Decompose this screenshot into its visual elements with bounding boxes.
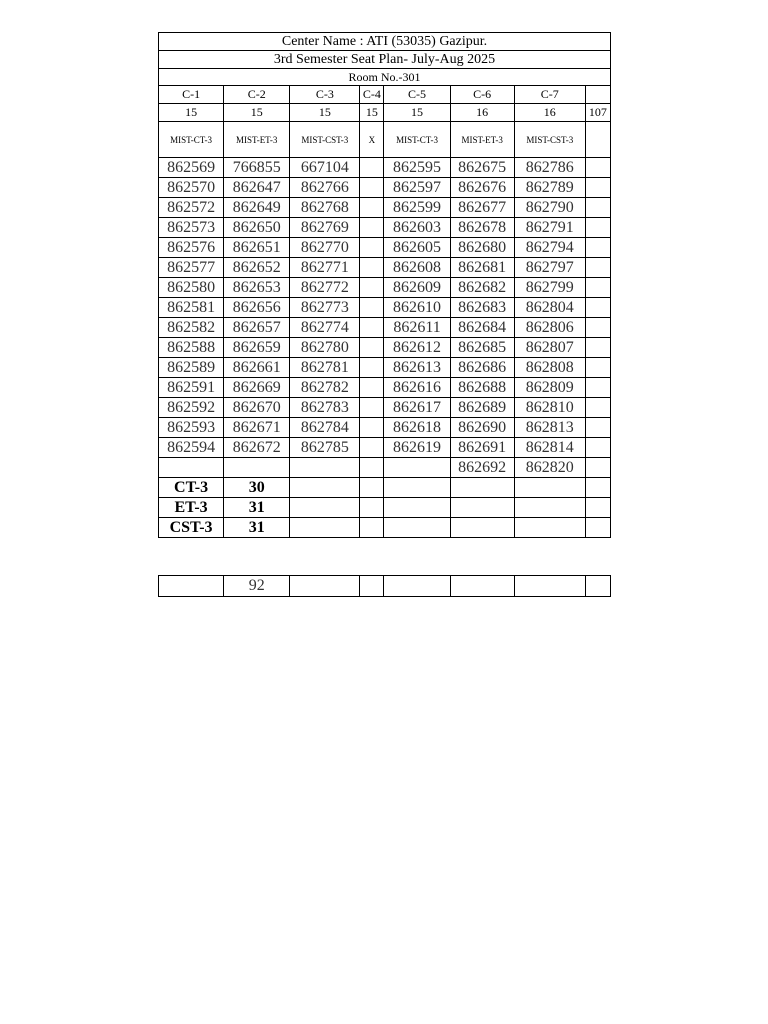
roll-row-cell: 862677 <box>450 198 514 218</box>
total-row <box>159 576 611 597</box>
roll-row-cell: 862691 <box>450 438 514 458</box>
roll-row-cell: 862807 <box>514 338 585 358</box>
total-cell-empty <box>384 576 450 597</box>
roll-row-cell <box>585 438 610 458</box>
total-cell-empty <box>514 576 585 597</box>
roll-row <box>159 158 611 178</box>
roll-row-cell: 862688 <box>450 378 514 398</box>
roll-row-cell: 862581 <box>159 298 224 318</box>
roll-row <box>159 178 611 198</box>
column-header-row-cell: C-1 <box>159 86 224 104</box>
total-cell-empty <box>360 576 384 597</box>
count-row-cell: 16 <box>450 104 514 122</box>
summary-empty-cell <box>450 498 514 518</box>
roll-row <box>159 438 611 458</box>
roll-row-cell <box>585 418 610 438</box>
roll-row-cell: 862592 <box>159 398 224 418</box>
roll-row-cell: 862682 <box>450 278 514 298</box>
roll-row-cell <box>290 458 360 478</box>
roll-row-cell: 862783 <box>290 398 360 418</box>
roll-row-cell: 862612 <box>384 338 450 358</box>
roll-row <box>159 458 611 478</box>
roll-row-cell: 862616 <box>384 378 450 398</box>
count-row-cell: 16 <box>514 104 585 122</box>
summary-label: CST-3 <box>159 518 224 538</box>
roll-row-cell: 862786 <box>514 158 585 178</box>
roll-row <box>159 378 611 398</box>
column-header-row-cell: C-5 <box>384 86 450 104</box>
roll-row-cell <box>585 278 610 298</box>
roll-row-cell <box>360 418 384 438</box>
roll-row-cell <box>360 278 384 298</box>
roll-row-cell: 862659 <box>224 338 290 358</box>
roll-row-cell: 862619 <box>384 438 450 458</box>
roll-row-cell: 862649 <box>224 198 290 218</box>
column-header-row-cell <box>585 86 610 104</box>
summary-empty-cell <box>585 498 610 518</box>
roll-row-cell: 862669 <box>224 378 290 398</box>
subject-row-cell: MIST-CT-3 <box>159 122 224 158</box>
center-name: Center Name : ATI (53035) Gazipur. <box>159 33 611 51</box>
roll-row-cell <box>585 458 610 478</box>
total-cell-empty <box>450 576 514 597</box>
roll-row-cell <box>360 218 384 238</box>
roll-row-cell: 862672 <box>224 438 290 458</box>
roll-row-cell: 862608 <box>384 258 450 278</box>
roll-row-cell: 862582 <box>159 318 224 338</box>
roll-row-cell <box>585 338 610 358</box>
summary-value: 31 <box>224 498 290 518</box>
roll-row-cell: 862594 <box>159 438 224 458</box>
summary-empty-cell <box>585 478 610 498</box>
summary-empty-cell <box>450 478 514 498</box>
summary-empty-cell <box>290 518 360 538</box>
summary-empty-cell <box>450 518 514 538</box>
roll-row-cell <box>585 358 610 378</box>
subject-row-cell: MIST-ET-3 <box>450 122 514 158</box>
column-header-row-cell: C-4 <box>360 86 384 104</box>
roll-row-cell: 862808 <box>514 358 585 378</box>
roll-row-cell: 862782 <box>290 378 360 398</box>
roll-row <box>159 418 611 438</box>
roll-row-cell: 862657 <box>224 318 290 338</box>
summary-empty-cell <box>514 498 585 518</box>
roll-row-cell: 862589 <box>159 358 224 378</box>
roll-row-cell: 862569 <box>159 158 224 178</box>
roll-row-cell: 862588 <box>159 338 224 358</box>
roll-row-cell <box>585 318 610 338</box>
roll-row-cell: 862799 <box>514 278 585 298</box>
subject-row-cell: MIST-CT-3 <box>384 122 450 158</box>
summary-value: 31 <box>224 518 290 538</box>
roll-row-cell: 862768 <box>290 198 360 218</box>
roll-row-cell: 862780 <box>290 338 360 358</box>
roll-row-cell: 862609 <box>384 278 450 298</box>
roll-row-cell: 862652 <box>224 258 290 278</box>
roll-row-cell: 862814 <box>514 438 585 458</box>
roll-row-cell: 862651 <box>224 238 290 258</box>
roll-row-cell: 862813 <box>514 418 585 438</box>
roll-row-cell <box>585 298 610 318</box>
total-cell-empty <box>159 576 224 597</box>
roll-row-cell: 862599 <box>384 198 450 218</box>
roll-row-cell: 862809 <box>514 378 585 398</box>
roll-row-cell: 862692 <box>450 458 514 478</box>
subject-row-cell: X <box>360 122 384 158</box>
summary-row <box>159 518 611 538</box>
roll-row <box>159 258 611 278</box>
roll-row-cell: 862689 <box>450 398 514 418</box>
summary-empty-cell <box>360 478 384 498</box>
roll-row-cell: 862684 <box>450 318 514 338</box>
roll-row-cell <box>585 218 610 238</box>
roll-row <box>159 298 611 318</box>
count-row-cell: 15 <box>384 104 450 122</box>
roll-row-cell: 862680 <box>450 238 514 258</box>
roll-row <box>159 358 611 378</box>
roll-row-cell: 862670 <box>224 398 290 418</box>
roll-row-cell: 862771 <box>290 258 360 278</box>
roll-row-cell: 862605 <box>384 238 450 258</box>
roll-row-cell: 862618 <box>384 418 450 438</box>
roll-row-cell: 862685 <box>450 338 514 358</box>
subject-row-cell: MIST-CST-3 <box>290 122 360 158</box>
roll-row-cell: 862769 <box>290 218 360 238</box>
roll-row-cell: 862681 <box>450 258 514 278</box>
count-row <box>159 104 611 122</box>
roll-row-cell <box>585 238 610 258</box>
roll-row-cell: 862610 <box>384 298 450 318</box>
roll-row-cell: 862675 <box>450 158 514 178</box>
roll-row-cell <box>360 338 384 358</box>
total-cell-empty <box>290 576 360 597</box>
roll-row-cell: 862794 <box>514 238 585 258</box>
summary-empty-cell <box>290 478 360 498</box>
roll-row-cell: 862806 <box>514 318 585 338</box>
column-header-row-cell: C-3 <box>290 86 360 104</box>
roll-row <box>159 238 611 258</box>
roll-row <box>159 278 611 298</box>
roll-row-cell <box>585 178 610 198</box>
roll-row <box>159 218 611 238</box>
summary-empty-cell <box>360 498 384 518</box>
roll-row-cell <box>585 158 610 178</box>
roll-row-cell: 862772 <box>290 278 360 298</box>
summary-empty-cell <box>384 518 450 538</box>
column-header-row-cell: C-2 <box>224 86 290 104</box>
roll-row-cell: 862595 <box>384 158 450 178</box>
roll-row-cell: 862766 <box>290 178 360 198</box>
roll-row-cell: 862656 <box>224 298 290 318</box>
roll-row-cell: 862784 <box>290 418 360 438</box>
plan-title: 3rd Semester Seat Plan- July-Aug 2025 <box>159 51 611 69</box>
roll-row-cell: 862789 <box>514 178 585 198</box>
roll-row-cell: 862661 <box>224 358 290 378</box>
roll-row-cell: 862804 <box>514 298 585 318</box>
roll-row-cell: 862690 <box>450 418 514 438</box>
roll-row-cell: 667104 <box>290 158 360 178</box>
roll-row-cell: 862650 <box>224 218 290 238</box>
summary-value: 30 <box>224 478 290 498</box>
roll-row-cell: 862671 <box>224 418 290 438</box>
roll-row-cell <box>360 178 384 198</box>
roll-row-cell: 862573 <box>159 218 224 238</box>
subject-row-cell: MIST-CST-3 <box>514 122 585 158</box>
roll-row-cell <box>585 258 610 278</box>
total-table <box>158 575 611 597</box>
roll-row-cell: 862774 <box>290 318 360 338</box>
summary-row <box>159 498 611 518</box>
roll-row <box>159 398 611 418</box>
roll-row-cell <box>159 458 224 478</box>
roll-row <box>159 318 611 338</box>
roll-row-cell: 862791 <box>514 218 585 238</box>
count-row-cell: 15 <box>224 104 290 122</box>
roll-row-cell <box>360 198 384 218</box>
roll-row-cell <box>360 458 384 478</box>
roll-row-cell <box>360 158 384 178</box>
roll-row-cell <box>585 378 610 398</box>
column-header-row-cell: C-6 <box>450 86 514 104</box>
roll-row-cell: 862781 <box>290 358 360 378</box>
roll-row-cell: 862570 <box>159 178 224 198</box>
column-header-row-cell: C-7 <box>514 86 585 104</box>
roll-row-cell: 862572 <box>159 198 224 218</box>
roll-row-cell: 862683 <box>450 298 514 318</box>
roll-row-cell: 862603 <box>384 218 450 238</box>
subject-row <box>159 122 611 158</box>
roll-row-cell: 862810 <box>514 398 585 418</box>
roll-row-cell: 862613 <box>384 358 450 378</box>
count-row-cell: 15 <box>290 104 360 122</box>
summary-label: ET-3 <box>159 498 224 518</box>
summary-empty-cell <box>514 478 585 498</box>
roll-row-cell: 862773 <box>290 298 360 318</box>
summary-empty-cell <box>360 518 384 538</box>
roll-row-cell <box>360 398 384 418</box>
roll-row-cell <box>360 378 384 398</box>
summary-empty-cell <box>514 518 585 538</box>
summary-empty-cell <box>290 498 360 518</box>
roll-row-cell: 862597 <box>384 178 450 198</box>
roll-row-cell: 862653 <box>224 278 290 298</box>
roll-row-cell: 862676 <box>450 178 514 198</box>
roll-row-cell: 862617 <box>384 398 450 418</box>
summary-empty-cell <box>384 478 450 498</box>
roll-row-cell <box>360 358 384 378</box>
count-row-cell: 15 <box>360 104 384 122</box>
roll-row-cell: 862678 <box>450 218 514 238</box>
roll-row <box>159 198 611 218</box>
total-cell-empty <box>585 576 610 597</box>
summary-label: CT-3 <box>159 478 224 498</box>
column-header-row <box>159 86 611 104</box>
roll-row-cell <box>360 438 384 458</box>
roll-row-cell: 766855 <box>224 158 290 178</box>
count-row-cell: 107 <box>585 104 610 122</box>
summary-row <box>159 478 611 498</box>
roll-row-cell: 862797 <box>514 258 585 278</box>
room-number: Room No.-301 <box>159 69 611 86</box>
roll-row-cell: 862577 <box>159 258 224 278</box>
roll-row-cell: 862576 <box>159 238 224 258</box>
count-row-cell: 15 <box>159 104 224 122</box>
roll-row-cell <box>360 258 384 278</box>
summary-empty-cell <box>585 518 610 538</box>
roll-row-cell: 862686 <box>450 358 514 378</box>
roll-row <box>159 338 611 358</box>
roll-row-cell <box>360 238 384 258</box>
subject-row-cell <box>585 122 610 158</box>
roll-row-cell: 862591 <box>159 378 224 398</box>
roll-row-cell: 862770 <box>290 238 360 258</box>
roll-row-cell <box>224 458 290 478</box>
seat-plan-table <box>158 32 611 538</box>
roll-row-cell: 862785 <box>290 438 360 458</box>
total-value: 92 <box>224 576 290 597</box>
roll-row-cell: 862820 <box>514 458 585 478</box>
subject-row-cell: MIST-ET-3 <box>224 122 290 158</box>
roll-row-cell: 862611 <box>384 318 450 338</box>
roll-row-cell <box>585 398 610 418</box>
roll-row-cell: 862790 <box>514 198 585 218</box>
summary-empty-cell <box>384 498 450 518</box>
roll-row-cell: 862580 <box>159 278 224 298</box>
roll-row-cell <box>585 198 610 218</box>
roll-row-cell <box>360 298 384 318</box>
roll-row-cell <box>360 318 384 338</box>
roll-row-cell: 862647 <box>224 178 290 198</box>
roll-row-cell <box>384 458 450 478</box>
roll-row-cell: 862593 <box>159 418 224 438</box>
